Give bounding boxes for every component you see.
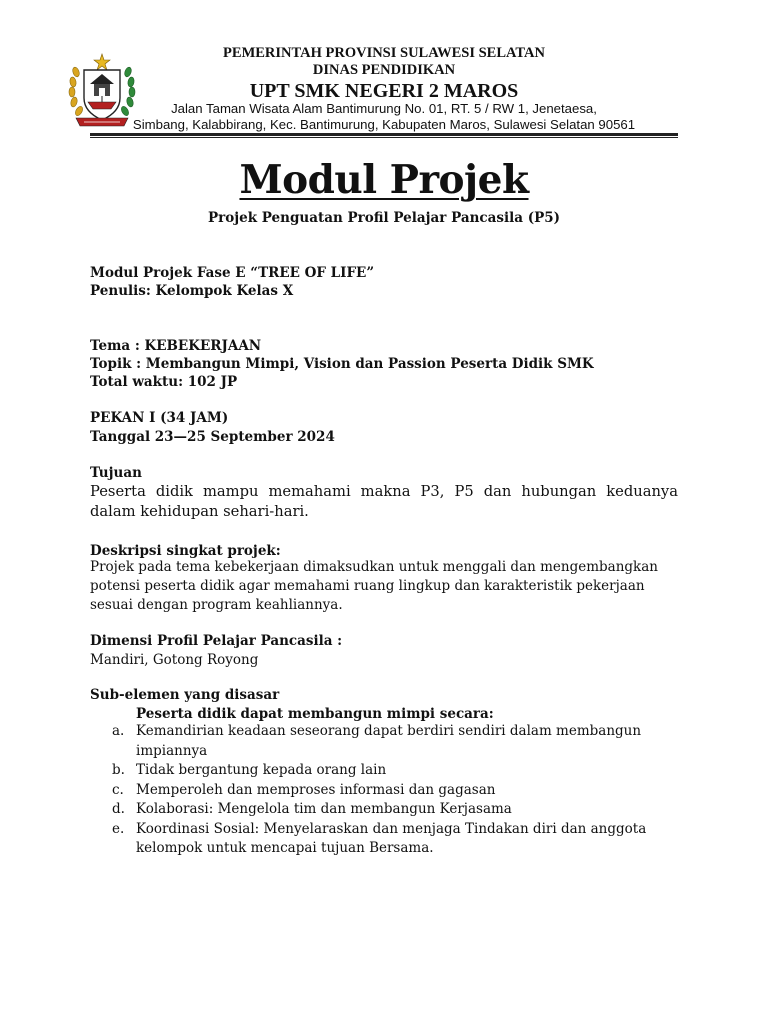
- list-marker: c.: [112, 781, 124, 798]
- deskripsi-text: Projek pada tema kebekerjaan dimaksudkan untuk menggali dan mengembangkan potensi peserta didik agar memahami ruang lingkup dan karakteristik pekerjaan sesuai dengan program keahliannya.: [90, 559, 658, 613]
- subelemen-list: [112, 722, 692, 859]
- letterhead-department: DINAS PENDIDIKAN: [312, 62, 456, 78]
- document-subtitle: Projek Penguatan Profil Pelajar Pancasila (P5): [207, 210, 561, 226]
- module-author: Penulis: Kelompok Kelas X: [90, 283, 294, 299]
- dimensi-text: Mandiri, Gotong Royong: [90, 652, 259, 668]
- list-item-text: Memperoleh dan memproses informasi dan gagasan: [136, 781, 496, 798]
- list-item-text: Kemandirian keadaan seseorang dapat berdiri sendiri dalam membangun impiannya: [136, 723, 642, 759]
- week-pekan: PEKAN I (34 JAM): [90, 410, 229, 426]
- tujuan-heading: Tujuan: [90, 465, 142, 481]
- week-tanggal: Tanggal 23—25 September 2024: [90, 429, 335, 445]
- info-topik: Topik : Membangun Mimpi, Vision dan Passion Peserta Didik SMK: [90, 356, 594, 372]
- module-fase: Modul Projek Fase E “TREE OF LIFE”: [90, 265, 375, 281]
- list-item: [112, 781, 692, 801]
- list-marker: b.: [112, 762, 125, 778]
- list-marker: e.: [112, 820, 125, 837]
- letterhead-rule-thin: [90, 137, 678, 138]
- subelemen-lead: Peserta didik dapat membangun mimpi secara:: [136, 706, 494, 722]
- letterhead-school-name: UPT SMK NEGERI 2 MAROS: [249, 80, 519, 102]
- list-item-text: Kolaborasi: Mengelola tim dan membangun Kerjasama: [136, 801, 512, 817]
- list-item-text: Koordinasi Sosial: Menyelaraskan dan menjaga Tindakan diri dan anggota kelompok untuk mencapai tujuan Bersama.: [136, 820, 647, 856]
- list-marker: a.: [112, 723, 125, 739]
- letterhead-address-line2: Simbang, Kalabbirang, Kec. Bantimurung, Kabupaten Maros, Sulawesi Selatan 90561: [132, 116, 636, 132]
- list-item-text: Tidak bergantung kepada orang lain: [136, 762, 387, 778]
- info-total-waktu: Total waktu: 102 JP: [90, 374, 238, 390]
- list-marker: d.: [112, 801, 125, 817]
- tujuan-text: Peserta didik mampu memahami makna P3, P5 dan hubungan keduanya dalam kehidupan sehari-hari.: [90, 483, 678, 520]
- list-item: [112, 800, 692, 820]
- info-tema: Tema : KEBEKERJAAN: [90, 338, 262, 354]
- list-item: [112, 820, 692, 859]
- letterhead-government: PEMERINTAH PROVINSI SULAWESI SELATAN: [223, 45, 545, 61]
- letterhead-address-line1: Jalan Taman Wisata Alam Bantimurung No. 01, RT. 5 / RW 1, Jenetaesa,: [171, 101, 597, 116]
- list-item: [112, 722, 692, 761]
- letterhead-rule-thick: [90, 133, 678, 136]
- document-title: Modul Projek: [239, 157, 529, 203]
- subelemen-heading: Sub-elemen yang disasar: [90, 687, 280, 703]
- list-item: [112, 761, 692, 781]
- dimensi-heading: Dimensi Profil Pelajar Pancasila :: [90, 633, 343, 649]
- deskripsi-heading: Deskripsi singkat projek:: [90, 543, 281, 559]
